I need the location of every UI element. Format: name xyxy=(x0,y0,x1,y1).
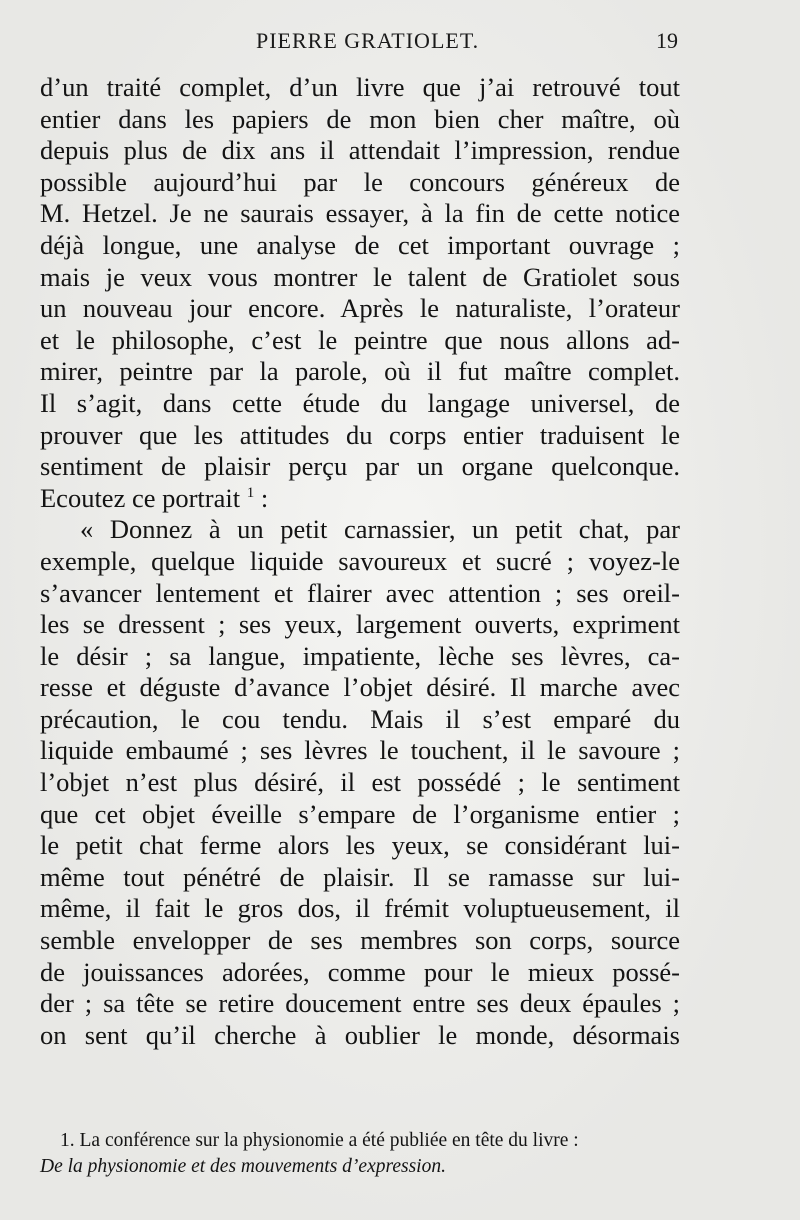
text-line: M. Hetzel. Je ne saurais essayer, à la fin de cette notice xyxy=(40,198,680,229)
running-head xyxy=(0,28,800,68)
page-number: 19 xyxy=(656,28,678,53)
footnote-line: 1. La conférence sur la physionomie a été publiée en tête du livre : xyxy=(60,1130,579,1151)
text-line: liquide embaumé ; ses lèvres le touchent, il le savoure ; xyxy=(40,735,680,766)
text-line: de jouissances adorées, comme pour le mieux possé- xyxy=(40,956,680,987)
text-line: depuis plus de dix ans il attendait l’impression, rendue xyxy=(40,135,680,166)
text-line-portrait xyxy=(40,483,680,515)
text-line: prouver que les attitudes du corps entier traduisent le xyxy=(40,419,680,450)
text-line: l’objet n’est plus désiré, il est possédé ; le sentiment xyxy=(40,767,680,798)
footnote-reference: 1 xyxy=(246,484,255,501)
text-line: semble envelopper de ses membres son corps, source xyxy=(40,925,680,956)
running-title: PIERRE GRATIOLET. xyxy=(256,28,480,53)
text-line: « Donnez à un petit carnassier, un petit chat, par xyxy=(80,514,680,545)
text-line: exemple, quelque liquide savoureux et sucré ; voyez-le xyxy=(40,545,680,576)
text-line: un nouveau jour encore. Après le naturaliste, l’orateur xyxy=(40,293,680,324)
text-line: précaution, le cou tendu. Mais il s’est emparé du xyxy=(40,703,680,734)
text-line: possible aujourd’hui par le concours généreux de xyxy=(40,166,680,197)
text-line: resse et déguste d’avance l’objet désiré. Il marche avec xyxy=(40,672,680,703)
text-line: le petit chat ferme alors les yeux, se considérant lui- xyxy=(40,830,680,861)
text-line: d’un traité complet, d’un livre que j’ai retrouvé tout xyxy=(40,72,680,102)
text-line: déjà longue, une analyse de cet important ouvrage ; xyxy=(40,229,680,260)
text-line: mirer, peintre par la parole, où il fut maître complet. xyxy=(40,356,680,387)
text-line: même tout pénétré de plaisir. Il se ramasse sur lui- xyxy=(40,861,680,892)
footnote xyxy=(40,1128,696,1180)
footnote-book-title: De la physionomie et des mouvements d’expression. xyxy=(40,1156,446,1177)
text-line: on sent qu’il cherche à oublier le monde, désormais xyxy=(40,1019,680,1050)
text-line: que cet objet éveille s’empare de l’organisme entier ; xyxy=(40,798,680,829)
text-line: et le philosophe, c’est le peintre que nous allons ad- xyxy=(40,324,680,355)
text-line: s’avancer lentement et flairer avec attention ; ses oreil- xyxy=(40,577,680,608)
text-line: le désir ; sa langue, impatiente, lèche ses lèvres, ca- xyxy=(40,640,680,671)
text-line: même, il fait le gros dos, il frémit voluptueusement, il xyxy=(40,893,680,924)
text-line: les se dressent ; ses yeux, largement ouverts, expriment xyxy=(40,609,680,640)
text-line: Il s’agit, dans cette étude du langage universel, de xyxy=(40,387,680,418)
text-line: sentiment de plaisir perçu par un organe quelconque. xyxy=(40,451,680,482)
portrait-colon: : xyxy=(254,482,269,513)
portrait-text: Ecoutez ce portrait xyxy=(40,482,241,513)
text-line: entier dans les papiers de mon bien cher maître, où xyxy=(40,103,680,134)
text-line: mais je veux vous montrer le talent de Gratiolet sous xyxy=(40,261,680,292)
text-line: der ; sa tête se retire doucement entre ses deux épaules ; xyxy=(40,988,680,1019)
body-text xyxy=(40,72,680,1051)
